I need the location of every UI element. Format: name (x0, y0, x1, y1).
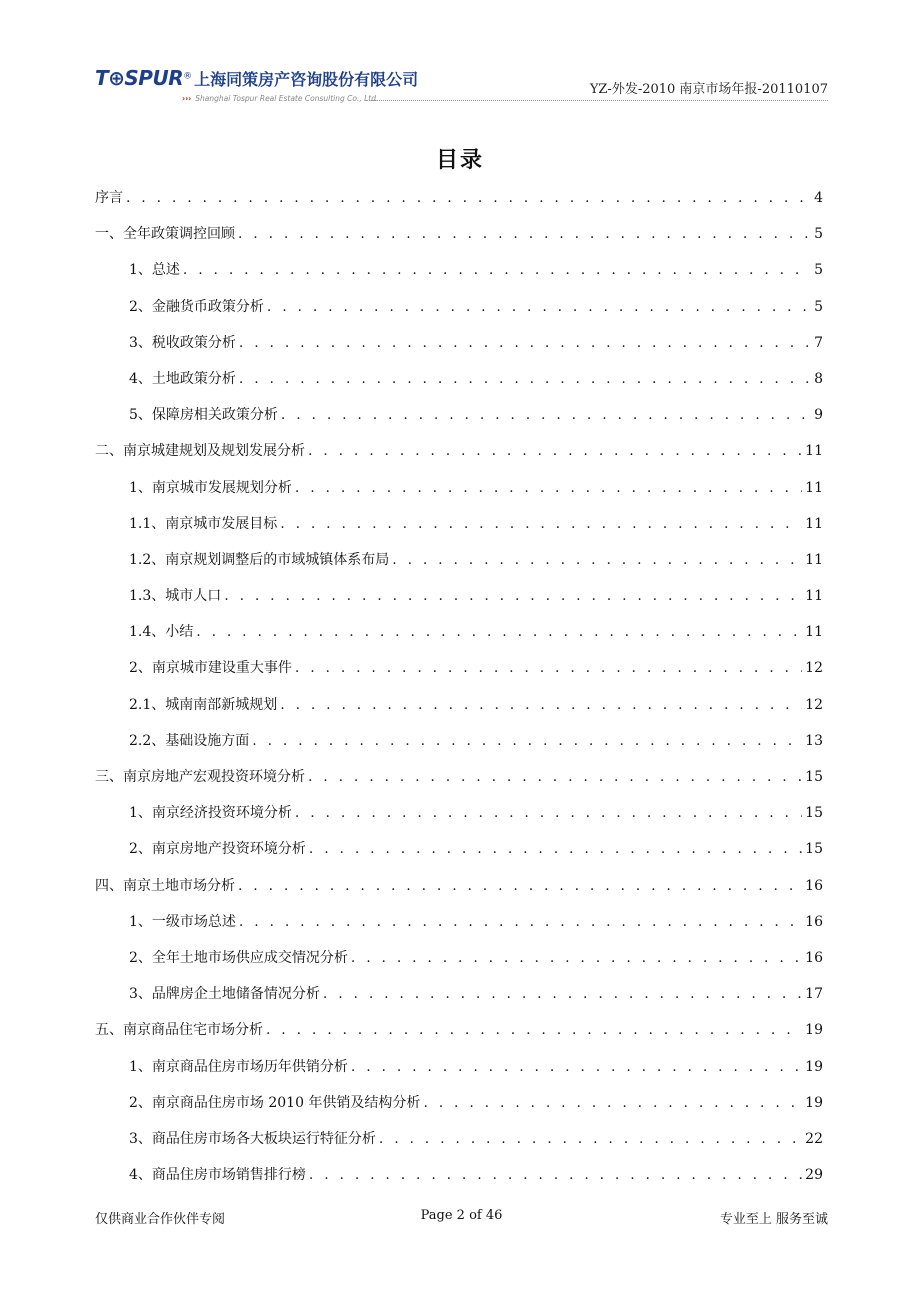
document-code: YZ-外发-2010 南京市场年报-20110107 (589, 82, 828, 97)
toc-leader-dots (308, 433, 802, 469)
toc-entry-title: 2、南京城市建设重大事件 (129, 660, 292, 677)
footer-page-number: Page 2 of 46 (420, 1208, 503, 1223)
toc-leader-dots (224, 578, 802, 614)
toc-entry[interactable] (95, 506, 823, 542)
toc-entry[interactable] (95, 1085, 823, 1121)
toc-entry[interactable] (95, 180, 823, 216)
toc-entry-title: 2、金融货币政策分析 (129, 298, 264, 315)
toc-entry-title: 3、税收政策分析 (129, 334, 236, 351)
toc-entry-title: 4、商品住房市场销售排行榜 (129, 1167, 306, 1184)
toc-entry[interactable] (95, 289, 823, 325)
toc-entry-title: 2、南京商品住房市场 2010 年供销及结构分析 (129, 1094, 421, 1111)
toc-leader-dots (252, 723, 802, 759)
toc-entry-title: 五、南京商品住宅市场分析 (95, 1022, 263, 1039)
toc-entry-page: 11 (805, 443, 823, 460)
toc-entry-title: 二、南京城建规划及规划发展分析 (95, 443, 305, 460)
logo-brand-text: T⊕SPUR (95, 66, 184, 90)
toc-entry-page: 11 (805, 551, 823, 568)
toc-entry-page: 12 (805, 660, 823, 677)
toc-entry-title: 一、全年政策调控回顾 (95, 226, 235, 243)
chevrons-icon: ››› (182, 94, 192, 103)
toc-leader-dots (351, 940, 802, 976)
toc-entry[interactable] (95, 325, 823, 361)
toc-leader-dots (379, 1121, 802, 1157)
registered-mark-icon: ® (183, 71, 193, 82)
toc-leader-dots (239, 904, 802, 940)
footer-slogan: 专业至上 服务至诚 (719, 1212, 828, 1227)
toc-entry[interactable] (95, 795, 823, 831)
toc-entry-page: 13 (805, 732, 823, 749)
toc-entry-title: 1、总述 (129, 262, 180, 279)
toc-entry[interactable] (95, 361, 823, 397)
toc-leader-dots (267, 289, 811, 325)
toc-entry-page: 29 (805, 1167, 823, 1184)
toc-entry-title: 1.1、南京城市发展目标 (129, 515, 278, 532)
toc-entry-title: 1、南京经济投资环境分析 (129, 805, 292, 822)
toc-entry-page: 11 (805, 479, 823, 496)
toc-leader-dots (238, 216, 811, 252)
toc-entry-title: 1.2、南京规划调整后的市域城镇体系布局 (129, 551, 390, 568)
toc-leader-dots (308, 759, 802, 795)
toc-entry[interactable] (95, 1121, 823, 1157)
toc-entry-page: 11 (805, 588, 823, 605)
toc-entry-page: 15 (805, 841, 823, 858)
footer-confidential-note: 仅供商业合作伙伴专阅 (95, 1212, 226, 1227)
toc-entry-title: 1.4、小结 (129, 624, 194, 641)
toc-entry-title: 2.1、城南南部新城规划 (129, 696, 278, 713)
toc-leader-dots (266, 1012, 802, 1048)
toc-entry[interactable] (95, 759, 823, 795)
toc-entry-page: 9 (814, 407, 823, 424)
toc-entry[interactable] (95, 542, 823, 578)
toc-entry[interactable] (95, 216, 823, 252)
toc-leader-dots (392, 542, 802, 578)
toc-entry[interactable] (95, 614, 823, 650)
toc-leader-dots (239, 361, 811, 397)
toc-leader-dots (196, 614, 802, 650)
toc-entry[interactable] (95, 1012, 823, 1048)
toc-entry-title: 2.2、基础设施方面 (129, 732, 250, 749)
toc-title: 目录 (435, 148, 484, 173)
logo-subtitle (182, 94, 378, 103)
toc-entry-page: 8 (814, 370, 823, 387)
toc-entry[interactable] (95, 976, 823, 1012)
toc-entry[interactable] (95, 723, 823, 759)
toc-entry-page: 19 (805, 1022, 823, 1039)
header-divider (366, 100, 828, 101)
toc-entry-page: 15 (805, 769, 823, 785)
toc-leader-dots (323, 976, 802, 1012)
toc-entry-title: 2、南京房地产投资环境分析 (129, 841, 306, 858)
toc-entry-page: 12 (805, 696, 823, 713)
toc-entry[interactable] (95, 397, 823, 433)
toc-entry[interactable] (95, 650, 823, 686)
toc-entry-page: 11 (805, 624, 823, 641)
toc-entry[interactable] (95, 940, 823, 976)
toc-entry[interactable] (95, 687, 823, 723)
toc-entry-page: 7 (814, 334, 823, 351)
toc-entry-page: 5 (814, 262, 823, 279)
toc-entry-title: 四、南京土地市场分析 (95, 877, 235, 894)
toc-entry[interactable] (95, 433, 823, 469)
toc-leader-dots (280, 506, 802, 542)
toc-leader-dots (295, 650, 802, 686)
toc-entry-page: 11 (805, 515, 823, 532)
toc-entry-title: 5、保障房相关政策分析 (129, 407, 278, 424)
logo-english-name: Shanghai Tospur Real Estate Consulting Co., Ltd. (195, 94, 379, 103)
toc-leader-dots (126, 180, 811, 216)
toc-entry[interactable] (95, 904, 823, 940)
toc-leader-dots (423, 1085, 802, 1121)
toc-entry-page: 5 (814, 226, 823, 243)
toc-leader-dots (295, 470, 802, 506)
toc-entry-page: 16 (805, 913, 823, 930)
toc-entry[interactable] (95, 831, 823, 867)
toc-entry-title: 1、南京商品住房市场历年供销分析 (129, 1058, 348, 1075)
toc-leader-dots (351, 1049, 802, 1085)
toc-leader-dots (183, 252, 811, 288)
toc-entry[interactable] (95, 868, 823, 904)
toc-leader-dots (280, 687, 802, 723)
toc-leader-dots (309, 831, 802, 867)
toc-leader-dots (239, 325, 811, 361)
company-logo (95, 66, 418, 90)
toc-entry-page: 5 (814, 298, 823, 315)
toc-leader-dots (309, 1157, 802, 1193)
toc-leader-dots (295, 795, 802, 831)
toc-leader-dots (238, 868, 802, 904)
toc-entry-title: 1、南京城市发展规划分析 (129, 479, 292, 496)
page-header (0, 0, 920, 110)
toc-entry[interactable] (95, 578, 823, 614)
toc-entry-page: 16 (805, 877, 823, 894)
toc-entry-page: 15 (805, 805, 823, 822)
toc-entry-title: 2、全年土地市场供应成交情况分析 (129, 949, 348, 966)
page-footer (95, 1208, 828, 1228)
toc-entry-title: 1.3、城市人口 (129, 588, 222, 605)
toc-entry-title: 3、商品住房市场各大板块运行特征分析 (129, 1130, 376, 1147)
toc-leader-dots (281, 397, 811, 433)
toc-entry-title: 3、品牌房企土地储备情况分析 (129, 986, 320, 1003)
toc-entry-title: 序言 (95, 190, 123, 206)
toc-entry[interactable] (95, 1049, 823, 1085)
toc-entry-page: 19 (805, 1094, 823, 1111)
toc-entry-title: 4、土地政策分析 (129, 370, 236, 387)
toc-entry-page: 19 (805, 1058, 823, 1075)
toc-entry[interactable] (95, 470, 823, 506)
toc-entry-title: 1、一级市场总述 (129, 913, 236, 930)
toc-entry-page: 4 (814, 190, 823, 206)
toc-entry-page: 22 (805, 1130, 823, 1147)
logo-company-name: 上海同策房产咨询股份有限公司 (194, 70, 419, 89)
toc-entry[interactable] (95, 1157, 823, 1193)
toc-entry-page: 16 (805, 949, 823, 966)
toc-entry[interactable] (95, 252, 823, 288)
toc-entry-page: 17 (805, 986, 823, 1003)
table-of-contents (95, 180, 823, 1193)
toc-entry-title: 三、南京房地产宏观投资环境分析 (95, 769, 305, 785)
